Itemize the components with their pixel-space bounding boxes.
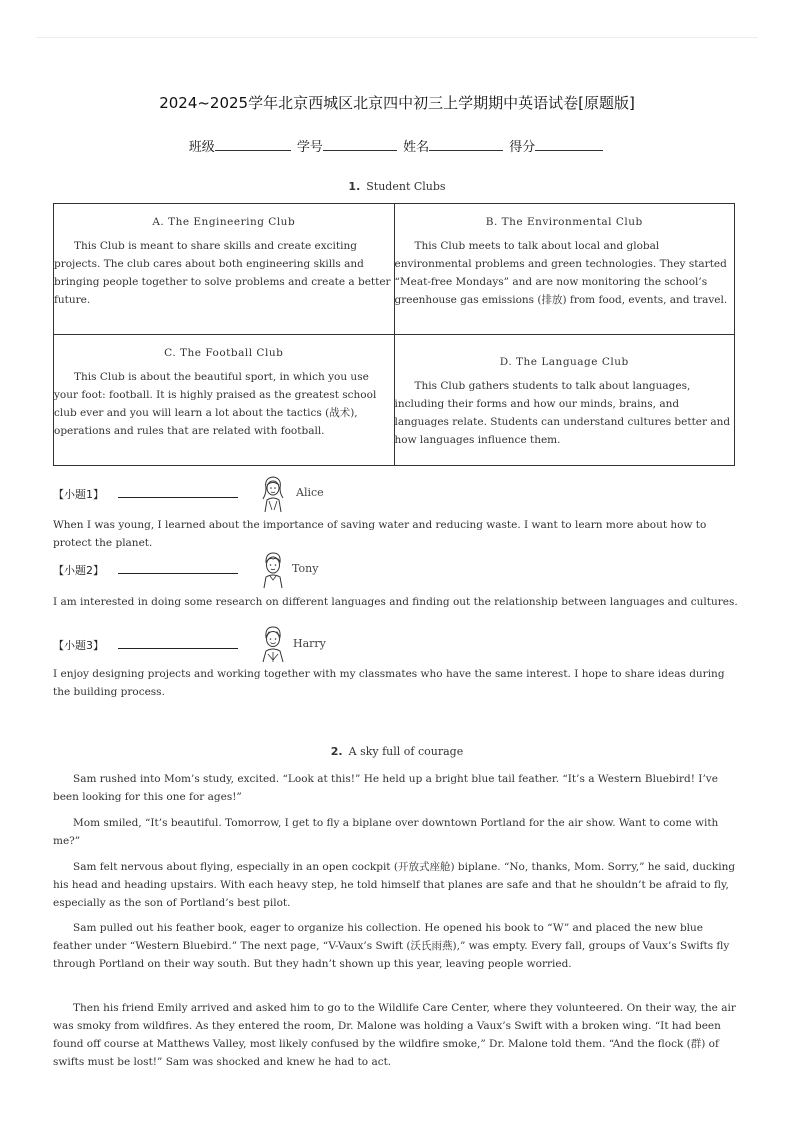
question-3-answer-blank[interactable] — [118, 648, 238, 649]
story-paragraph: Sam felt nervous about flying, especially in an open cockpit (开放式座舱) biplane. “No, thanks, Mom. Sorry,” he said, ducking his head and heading upstairs. With each heavy step, he told himself that planes are safe and that he shouldn’t be afraid to fly, especially as the son of Portland’s best pilot. — [53, 861, 736, 909]
club-cell-a — [54, 204, 395, 335]
name-label: 姓名 — [403, 140, 430, 155]
page-title: 2024~2025学年北京西城区北京四中初三上学期期中英语试卷[原题版] — [159, 94, 635, 112]
class-blank[interactable] — [215, 137, 291, 151]
section-1-title: Student Clubs — [366, 180, 446, 193]
story-paragraph: Then his friend Emily arrived and asked him to go to the Wildlife Care Center, where they volunteered. On their way, the air was smoky from wildfires. As they entered the room, Dr. Malone was holding a Vaux’s Swift with a broken wing. “It had been found off course at Matthews Valley, most likely confused by the wildfire smoke,” Dr. Malone told them. “And the flock (群) of swifts must be lost!” Sam was shocked and knew he had to act. — [53, 1002, 736, 1068]
story-paragraph: Sam pulled out his feather book, eager to organize his collection. He opened his book to “W” and placed the new blue feather under “Western Bluebird.” The next page, “V-Vaux’s Swift (沃氏雨燕),” was empty. Every fall, groups of Vaux’s Swifts fly through Portland on their way south. But they hadn’t shown up this year, leaving people worried. — [53, 922, 730, 970]
class-label: 班级 — [188, 140, 215, 155]
club-cell-d — [394, 335, 735, 466]
club-cell-c — [54, 335, 395, 466]
club-heading: B. The Environmental Club — [485, 216, 643, 228]
section-2-heading — [0, 745, 794, 758]
boy-avatar-icon — [258, 550, 288, 590]
person-name-tony: Tony — [292, 562, 319, 575]
question-1-answer-blank[interactable] — [118, 497, 238, 498]
club-cell-b — [394, 204, 735, 335]
person-name-alice: Alice — [296, 486, 324, 499]
club-description: This Club gathers students to talk about languages, including their forms and how our minds, brains, and languages relate. Students can understand cultures better and how languages influence them. — [394, 380, 731, 446]
header-divider — [36, 37, 758, 38]
name-blank[interactable] — [429, 137, 503, 151]
section-2-number: 2. — [330, 745, 343, 758]
question-1-label: 【小题1】 — [53, 488, 104, 501]
club-description: This Club is meant to share skills and create exciting projects. The club cares about both engineering skills and bringing people together to solve problems and create a better future. — [54, 240, 391, 306]
question-1-statement: When I was young, I learned about the importance of saving water and reducing waste. I want to learn more about how to protect the planet. — [53, 519, 707, 549]
question-2-label: 【小题2】 — [53, 564, 104, 577]
person-name-harry: Harry — [293, 637, 326, 650]
student-info-line — [0, 136, 794, 155]
club-heading: D. The Language Club — [499, 356, 629, 368]
question-3-statement: I enjoy designing projects and working together with my classmates who have the same interest. I hope to share ideas during the building process. — [53, 668, 725, 698]
section-2-title: A sky full of courage — [348, 745, 464, 758]
section-1-number: 1. — [348, 180, 361, 193]
score-label: 得分 — [509, 140, 536, 155]
club-heading: A. The Engineering Club — [152, 216, 296, 228]
id-label: 学号 — [296, 140, 323, 155]
club-description: This Club is about the beautiful sport, in which you use your foot: football. It is highly praised as the greatest school club ever and you will learn a lot about the tactics (战术), operations and rules that are related with football. — [54, 371, 377, 437]
clubs-table — [53, 203, 735, 466]
score-blank[interactable] — [535, 137, 603, 151]
id-blank[interactable] — [323, 137, 397, 151]
story-paragraph: Mom smiled, “It’s beautiful. Tomorrow, I get to fly a biplane over downtown Portland for the air show. Want to come with me?” — [53, 817, 719, 847]
question-2-statement: I am interested in doing some research on different languages and finding out the relationship between languages and cultures. — [53, 596, 738, 608]
girl-avatar-icon — [258, 474, 288, 514]
section-1-heading — [0, 180, 794, 193]
question-3-label: 【小题3】 — [53, 639, 104, 652]
question-2-answer-blank[interactable] — [118, 573, 238, 574]
club-heading: C. The Football Club — [164, 347, 284, 359]
story-paragraph: Sam rushed into Mom’s study, excited. “Look at this!” He held up a bright blue tail feather. “It’s a Western Bluebird! I’ve been looking for this one for ages!” — [53, 773, 718, 803]
club-description: This Club meets to talk about local and global environmental problems and green technologies. They started “Meat-free Mondays” and are now monitoring the school’s greenhouse gas emissions (排放) from food, events, and travel. — [394, 240, 728, 306]
boy-avatar-icon — [258, 624, 288, 664]
